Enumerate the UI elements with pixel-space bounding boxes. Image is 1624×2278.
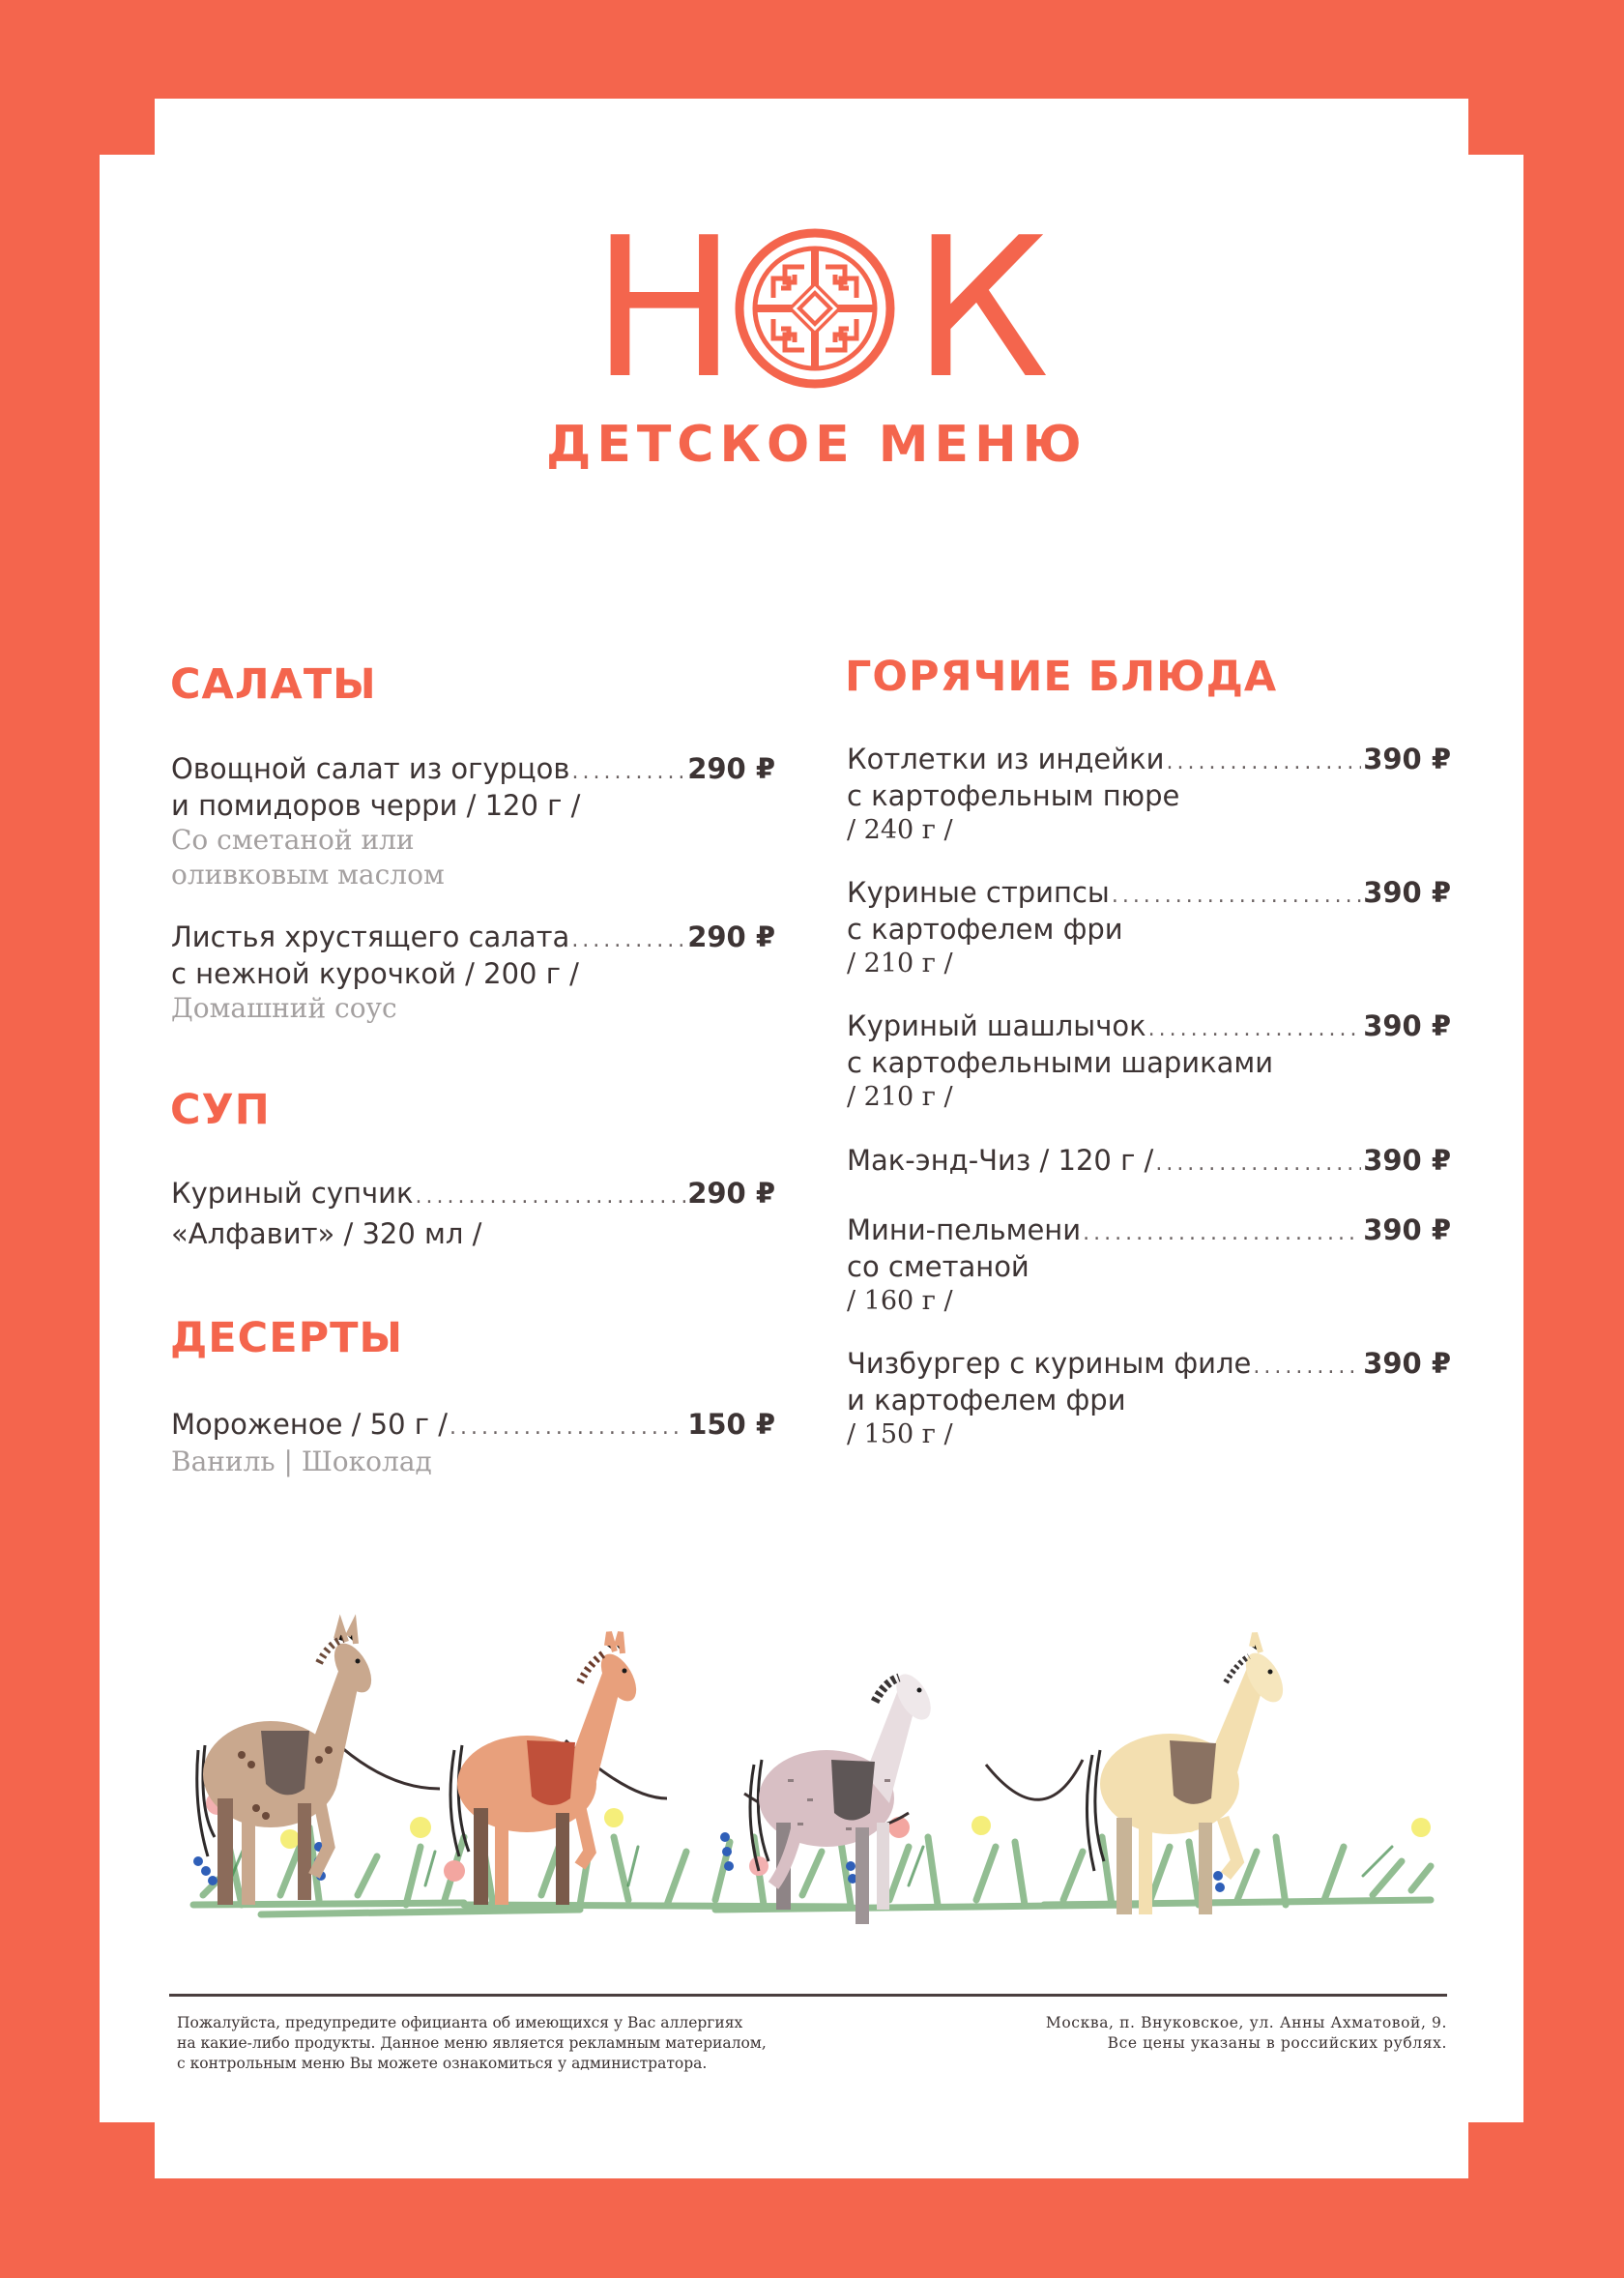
item-name: Куриные стрипсы xyxy=(847,876,1110,909)
horses-illustration xyxy=(174,1586,1450,1943)
menu-item xyxy=(847,743,1451,847)
item-price: 290 ₽ xyxy=(687,752,775,785)
dot-leader xyxy=(1112,879,1361,913)
section-title-desserts: ДЕСЕРТЫ xyxy=(170,1314,404,1362)
allergy-disclaimer xyxy=(177,2013,854,2074)
item-price: 390 ₽ xyxy=(1363,876,1451,909)
item-note: Ваниль | Шоколад xyxy=(171,1446,432,1477)
item-weight: / 210 г / xyxy=(847,949,953,978)
item-note: Домашний соус xyxy=(171,992,397,1024)
item-name: Котлетки из индейки xyxy=(847,743,1165,775)
section-title-soup: СУП xyxy=(170,1086,271,1134)
item-name: Овощной салат из огурцов xyxy=(171,752,570,785)
menu-item xyxy=(847,1144,1451,1181)
item-name: Куриный шашлычок xyxy=(847,1009,1146,1042)
dot-leader xyxy=(1148,1012,1362,1046)
item-description: с картофельными шариками xyxy=(847,1046,1274,1079)
footer-divider xyxy=(169,1994,1447,1997)
item-description: и помидоров черри / 120 г / xyxy=(171,789,581,822)
item-weight: / 150 г / xyxy=(847,1419,953,1449)
item-note: оливковым маслом xyxy=(171,859,445,891)
dot-leader xyxy=(1253,1350,1361,1384)
item-description: «Алфавит» / 320 мл / xyxy=(171,1217,482,1250)
logo xyxy=(592,196,1050,422)
dot-leader xyxy=(450,1411,685,1445)
dot-leader xyxy=(416,1180,686,1213)
item-description: с картофелем фри xyxy=(847,913,1123,946)
item-description: с нежной курочкой / 200 г / xyxy=(171,957,579,990)
item-name: Мороженое / 50 г / xyxy=(171,1408,448,1441)
menu-item xyxy=(171,752,775,892)
section-title-hot-dishes: ГОРЯЧИЕ БЛЮДА xyxy=(845,653,1278,701)
menu-item xyxy=(171,1177,775,1251)
dot-leader xyxy=(1166,745,1361,779)
dot-leader xyxy=(1083,1216,1361,1250)
menu-item xyxy=(847,1347,1451,1451)
dot-leader xyxy=(571,923,685,957)
item-price: 390 ₽ xyxy=(1363,1347,1451,1380)
menu-item xyxy=(171,920,775,1026)
item-price: 290 ₽ xyxy=(687,1177,775,1210)
item-price: 390 ₽ xyxy=(1363,1009,1451,1042)
address-info xyxy=(870,2013,1447,2054)
item-note: Со сметаной или xyxy=(171,824,415,856)
address-line: Москва, п. Внуковское, ул. Анны Ахматовой, 9. xyxy=(1045,2014,1447,2031)
disclaimer-line: с контрольным меню Вы можете ознакомиться у администратора. xyxy=(177,2055,708,2072)
ornamental-emblem-icon xyxy=(735,228,895,389)
item-description: с картофельным пюре xyxy=(847,779,1180,812)
menu-item xyxy=(171,1408,775,1479)
item-price: 150 ₽ xyxy=(687,1408,775,1441)
item-description: со сметаной xyxy=(847,1250,1030,1283)
disclaimer-line: на какие-либо продукты. Данное меню является рекламным материалом, xyxy=(177,2034,767,2052)
item-weight: / 210 г / xyxy=(847,1082,953,1112)
item-price: 390 ₽ xyxy=(1363,1144,1451,1177)
section-title-salads: САЛАТЫ xyxy=(170,660,377,709)
item-name: Листья хрустящего салата xyxy=(171,920,570,953)
dot-leader xyxy=(572,755,686,789)
item-price: 390 ₽ xyxy=(1363,743,1451,775)
menu-item xyxy=(847,1213,1451,1318)
currency-note: Все цены указаны в российских рублях. xyxy=(1107,2034,1447,2052)
logo-letter-k: К xyxy=(913,196,1050,422)
item-name: Куриный супчик xyxy=(171,1177,414,1210)
menu-item xyxy=(847,1009,1451,1114)
menu-item xyxy=(847,876,1451,980)
disclaimer-line: Пожалуйста, предупредите официанта об имеющихся у Вас аллергиях xyxy=(177,2014,743,2031)
dot-leader xyxy=(1155,1147,1361,1181)
menu-subtitle: ДЕТСКОЕ МЕНЮ xyxy=(546,416,1088,474)
item-description: и картофелем фри xyxy=(847,1384,1126,1416)
item-price: 390 ₽ xyxy=(1363,1213,1451,1246)
item-weight: / 160 г / xyxy=(847,1286,953,1316)
item-price: 290 ₽ xyxy=(687,920,775,953)
item-name: Чизбургер с куриным филе xyxy=(847,1347,1252,1380)
item-weight: / 240 г / xyxy=(847,815,953,845)
item-name: Мини-пельмени xyxy=(847,1213,1082,1246)
logo-letter-n: Н xyxy=(592,196,738,422)
item-name: Мак-энд-Чиз / 120 г / xyxy=(847,1144,1154,1177)
